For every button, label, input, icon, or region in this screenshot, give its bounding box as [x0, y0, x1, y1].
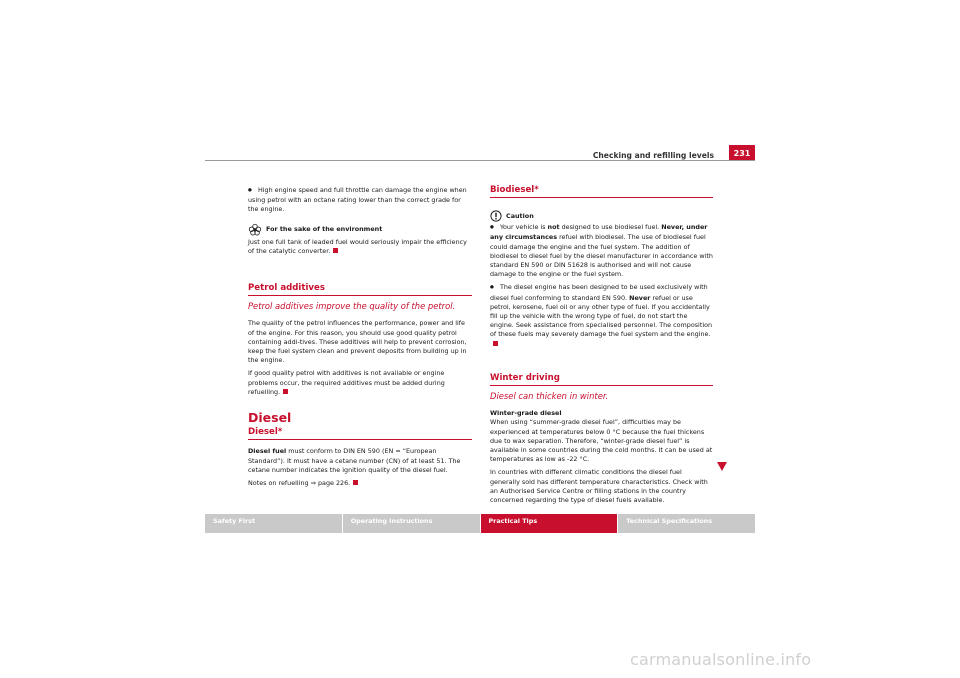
caution-title: Caution	[506, 211, 534, 220]
page-number: 231	[729, 145, 755, 161]
diesel-fuel-term: Diesel fuel	[248, 447, 287, 456]
caution-exclamation-icon	[490, 210, 502, 222]
end-mark-icon	[353, 480, 358, 485]
additives-paragraph-1: The quality of the petrol influences the performance, power and life of the engine. For this reason, you should use good quality petrol containing addi-tives. These additives will help to prevent corrosion, keep the fuel system clean and prevent deposits from building up in the engine.	[248, 319, 467, 365]
caution-bullet-1: ● Your vehicle is not designed to use biodiesel fuel. Never, under any circumstances refuel with biodiesel. The use of biodiesel fuel could damage the engine and the fuel system. The addition of biodiesel to diesel fuel by the diesel manufacturer in accordance with standard EN 590 or DIN 51628 is authorised and will not cause damage to the engine or the fuel system.	[490, 223, 713, 279]
winter-grade-title: Winter-grade diesel	[490, 409, 562, 418]
header-rule	[205, 160, 755, 161]
section-heading-diesel: Diesel*	[248, 428, 472, 440]
chapter-heading-diesel: Diesel	[248, 410, 292, 426]
refuelling-reference: Notes on refuelling ⇒ page 226.	[248, 479, 472, 488]
caution-bullet-2: ● The diesel engine has been designed to be used exclusively with diesel fuel conforming to standard EN 590. Never refuel or use petrol, kerosene, fuel oil or any other type of fuel. If you accidentally fill up the vehicle with the wrong type of fuel, do not start the engine. Seek assistance from specialised personnel. The composition of these fuels may severely damage the fuel system and the engine.	[490, 283, 713, 348]
environment-note-header	[248, 223, 472, 237]
bullet-paragraph: ● High engine speed and full throttle can damage the engine when using petrol with an octane rating lower than the correct grade for the engine.	[248, 186, 472, 215]
section-heading-petrol-additives: Petrol additives	[248, 284, 472, 296]
diesel-fuel-paragraph: Diesel fuel must conform to DIN EN 590 (EN = “European Standard”). It must have a cetane number (CN) of at least 51. The cetane number indicates the ignition quality of the diesel fuel.	[248, 447, 461, 474]
end-mark-icon	[283, 389, 288, 394]
left-column	[248, 186, 472, 492]
section-heading-biodiesel: Biodiesel*	[490, 186, 713, 198]
caution-note-header	[490, 210, 713, 222]
tab-operating-instructions[interactable]: Operating Instructions	[343, 514, 480, 533]
section-subheading-winter-driving: Diesel can thicken in winter.	[490, 391, 609, 402]
end-mark-icon	[493, 341, 498, 346]
environment-note-title: For the sake of the environment	[266, 225, 383, 233]
additives-paragraph-2: If good quality petrol with additives is not available or engine problems occur, the required additives must be added during refuelling.	[248, 369, 445, 396]
winter-paragraph-1: When using “summer-grade diesel fuel”, difficulties may be experienced at temperatures below 0 °C because the fuel thickens due to wax separation. Therefore, “winter-grade diesel fuel” is available in some countries during the cold months. It can be used at temperatures as low as -22 °C.	[490, 418, 713, 464]
footer-tab-bar	[205, 514, 755, 533]
environment-flower-icon	[248, 223, 262, 237]
header-title: Checking and refilling levels	[592, 151, 714, 160]
section-subheading-petrol-additives: Petrol additives improve the quality of the petrol.	[248, 301, 456, 312]
end-mark-icon	[333, 248, 338, 253]
winter-paragraph-2: In countries with different climatic conditions the diesel fuel generally sold has different temperature characteristics. Check with an Authorised Service Centre or filling stations in the country concerned regarding the type of diesel fuels available.	[490, 468, 708, 505]
right-column	[490, 186, 713, 509]
tab-technical-specifications[interactable]: Technical Specifications	[618, 514, 755, 533]
continue-arrow-icon	[717, 462, 727, 471]
tab-practical-tips[interactable]: Practical Tips	[481, 514, 618, 533]
section-heading-winter-driving: Winter driving	[490, 374, 713, 386]
environment-note-text: Just one full tank of leaded fuel would seriously impair the efficiency of the catalytic converter.	[248, 237, 467, 255]
tab-safety-first[interactable]: Safety First	[205, 514, 342, 533]
watermark: carmanualsonline.info	[630, 650, 812, 669]
